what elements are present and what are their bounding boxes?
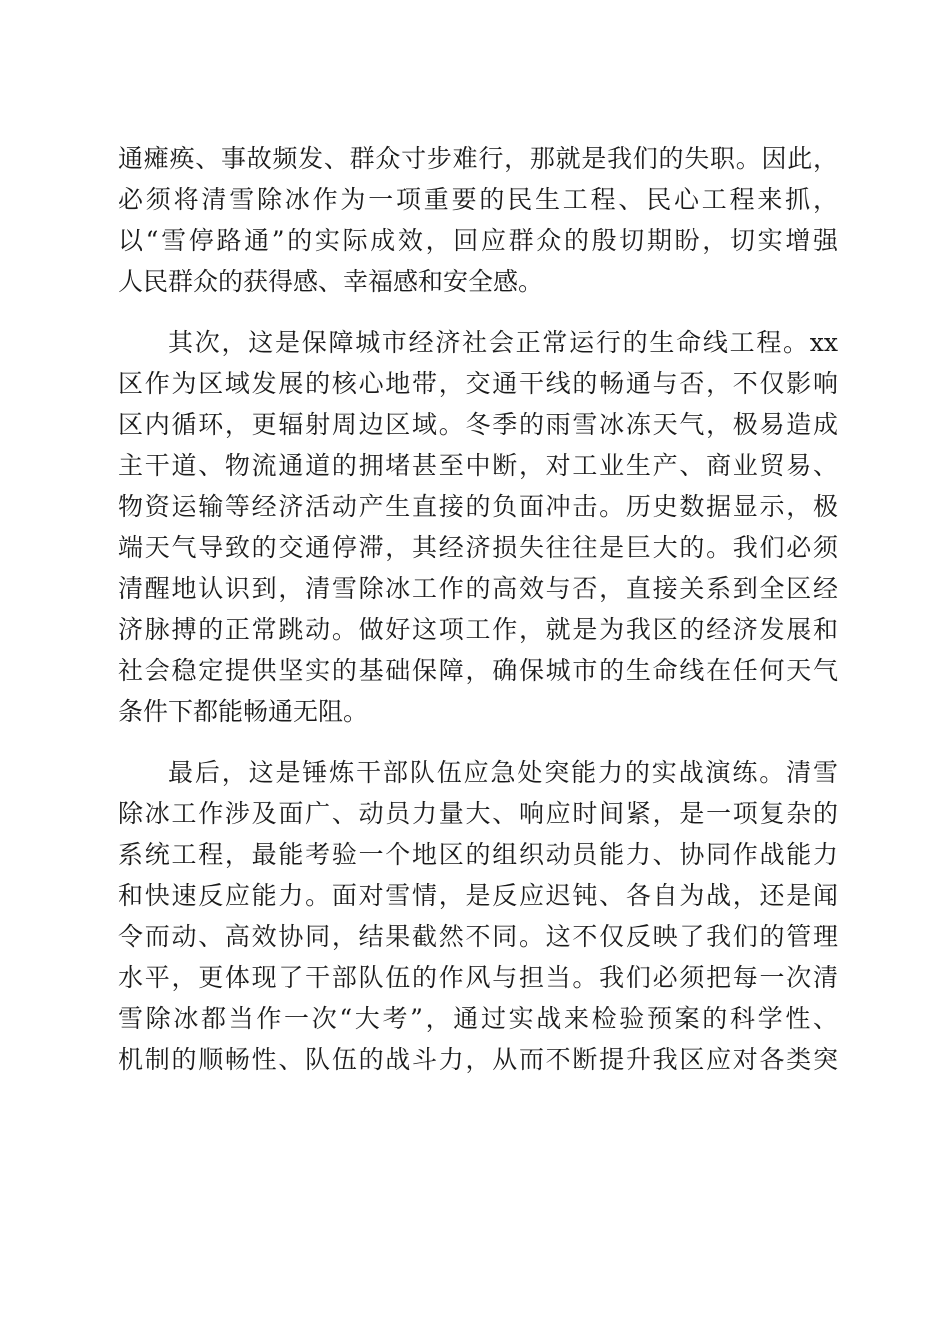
paragraph-2-line-9: 社会稳定提供坚实的基础保障，确保城市的生命线在任何天气: [118, 656, 838, 685]
paragraph-3-line-1: 最后，这是锤炼干部队伍应急处突能力的实战演练。清雪: [168, 758, 838, 787]
paragraph-3-line-5: 令而动、高效协同，结果截然不同。这不仅反映了我们的管理: [118, 922, 838, 951]
paragraph-3-line-6: 水平，更体现了干部队伍的作风与担当。我们必须把每一次清: [118, 963, 838, 992]
paragraph-2-line-5: 物资运输等经济活动产生直接的负面冲击。历史数据显示，极: [118, 492, 838, 521]
paragraph-2-line-1: 其次，这是保障城市经济社会正常运行的生命线工程。xx: [168, 328, 838, 357]
paragraph-1-line-3: 以“雪停路通”的实际成效，回应群众的殷切期盼，切实增强: [118, 226, 838, 255]
paragraph-2-line-8: 济脉搏的正常跳动。做好这项工作，就是为我区的经济发展和: [118, 615, 838, 644]
paragraph-2-line-7: 清醒地认识到，清雪除冰工作的高效与否，直接关系到全区经: [118, 574, 838, 603]
paragraph-3-line-7: 雪除冰都当作一次“大考”，通过实战来检验预案的科学性、: [118, 1004, 838, 1033]
paragraph-3-line-8: 机制的顺畅性、队伍的战斗力，从而不断提升我区应对各类突: [118, 1045, 838, 1074]
paragraph-3-line-3: 系统工程，最能考验一个地区的组织动员能力、协同作战能力: [118, 840, 838, 869]
paragraph-2-line-10: 条件下都能畅通无阻。: [118, 697, 369, 726]
paragraph-2-line-6: 端天气导致的交通停滞，其经济损失往往是巨大的。我们必须: [118, 533, 838, 562]
paragraph-1-line-1: 通瘫痪、事故频发、群众寸步难行，那就是我们的失职。因此，: [118, 144, 838, 173]
paragraph-3-line-4: 和快速反应能力。面对雪情，是反应迟钝、各自为战，还是闻: [118, 881, 838, 910]
paragraph-2-line-4: 主干道、物流通道的拥堵甚至中断，对工业生产、商业贸易、: [118, 451, 838, 480]
paragraph-1-line-4: 人民群众的获得感、幸福感和安全感。: [118, 267, 544, 296]
paragraph-2-line-3: 区内循环，更辐射周边区域。冬季的雨雪冰冻天气，极易造成: [118, 410, 838, 439]
paragraph-2-line-2: 区作为区域发展的核心地带，交通干线的畅通与否，不仅影响: [118, 369, 838, 398]
paragraph-1-line-2: 必须将清雪除冰作为一项重要的民生工程、民心工程来抓，: [118, 185, 838, 214]
paragraph-3-line-2: 除冰工作涉及面广、动员力量大、响应时间紧，是一项复杂的: [118, 799, 838, 828]
